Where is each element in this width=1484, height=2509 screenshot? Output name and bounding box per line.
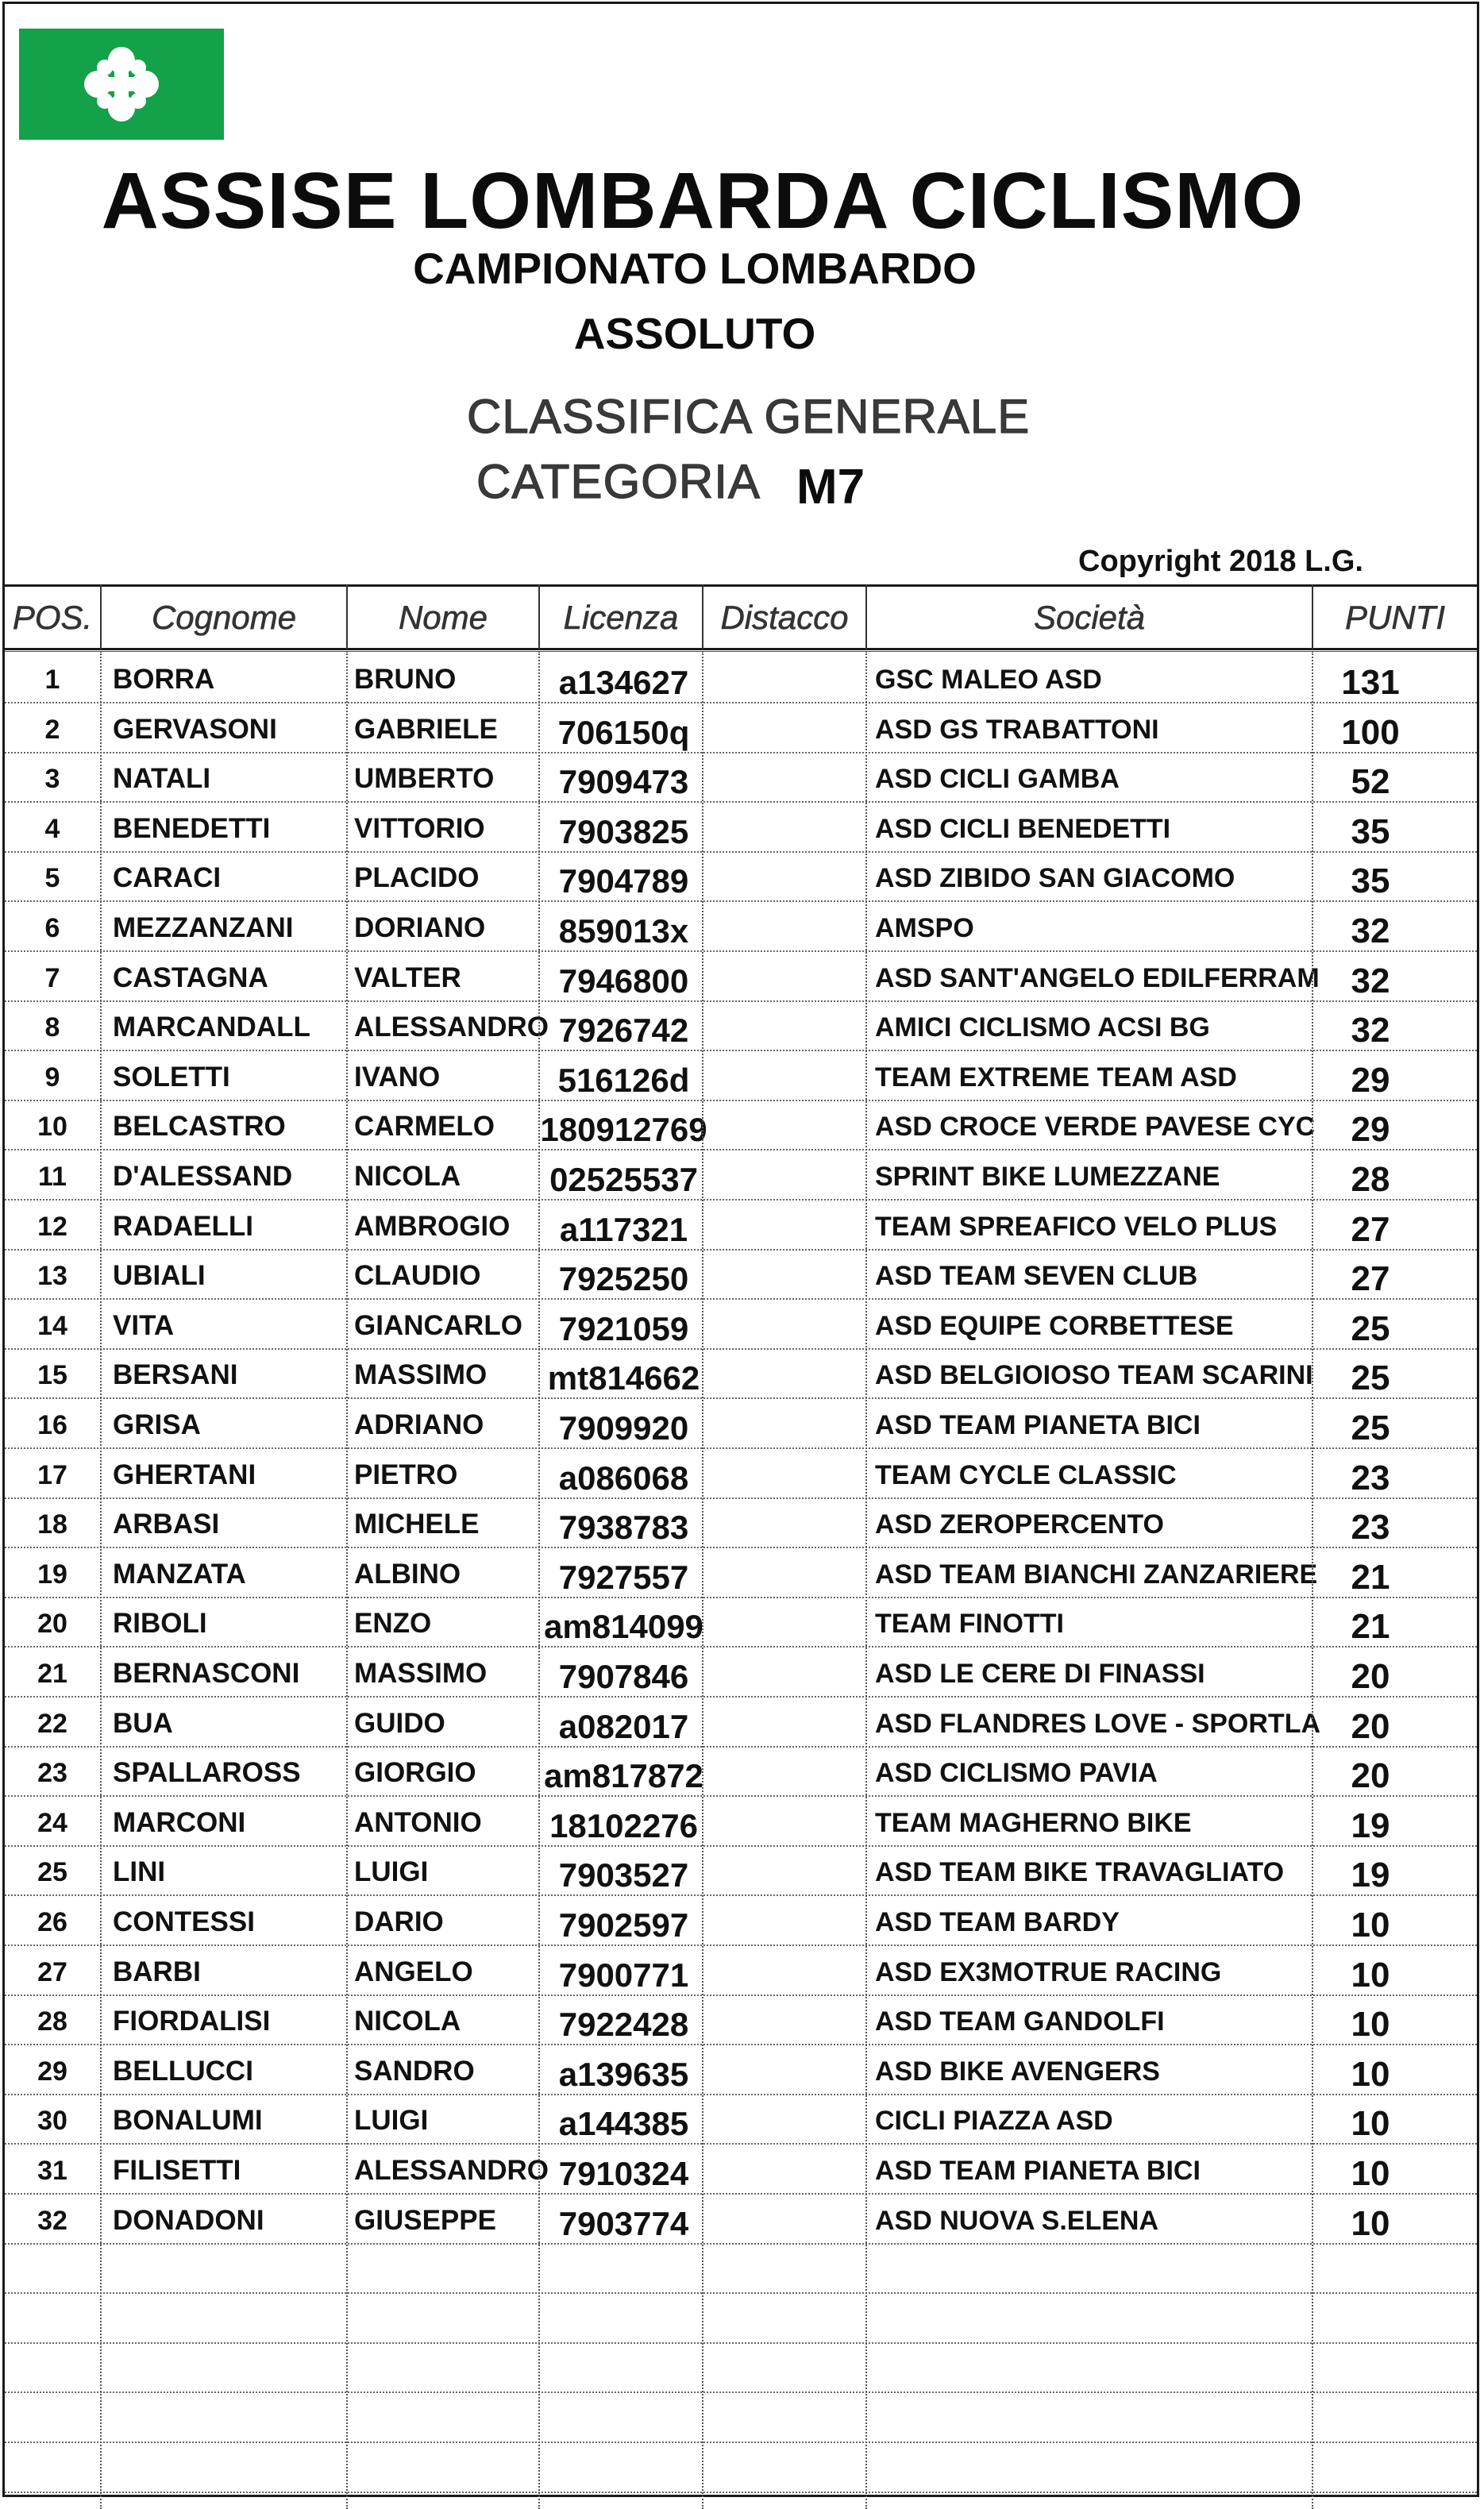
row-team: ASD TEAM PIANETA BICI xyxy=(875,2156,1201,2186)
row-first-name: NICOLA xyxy=(354,2006,461,2037)
table-row xyxy=(5,1549,1477,1598)
row-first-name: DORIANO xyxy=(354,912,486,943)
row-position: 7 xyxy=(44,962,60,993)
row-points: 52 xyxy=(1351,762,1390,802)
row-team: TEAM CYCLE CLASSIC xyxy=(875,1459,1177,1490)
table-row xyxy=(5,1002,1477,1051)
row-license: a086068 xyxy=(558,1459,689,1497)
row-surname: BERNASCONI xyxy=(113,1658,300,1689)
table-row xyxy=(5,704,1477,753)
row-team: AMSPO xyxy=(875,913,974,943)
empty-table-row xyxy=(5,2295,1477,2344)
column-separator xyxy=(346,584,348,649)
row-surname: RADAELLI xyxy=(113,1210,253,1242)
row-team: ASD TEAM SEVEN CLUB xyxy=(875,1261,1198,1292)
row-license: 7900771 xyxy=(558,1956,689,1994)
row-first-name: SANDRO xyxy=(354,2055,475,2087)
row-points: 29 xyxy=(1351,1060,1390,1100)
empty-table-row xyxy=(5,2394,1477,2443)
row-team: ASD EX3MOTRUE RACING xyxy=(875,1956,1222,1987)
row-points: 27 xyxy=(1351,1209,1390,1249)
row-position: 19 xyxy=(37,1559,67,1590)
table-row xyxy=(5,2095,1477,2145)
table-row xyxy=(5,1251,1477,1300)
copyright-text: Copyright 2018 L.G. xyxy=(1078,545,1363,578)
row-position: 11 xyxy=(38,1162,67,1192)
table-row xyxy=(5,1847,1477,1896)
row-points: 35 xyxy=(1351,811,1390,851)
row-first-name: VITTORIO xyxy=(354,812,485,844)
table-row xyxy=(5,1499,1477,1548)
row-position: 17 xyxy=(37,1459,67,1490)
row-position: 22 xyxy=(37,1708,67,1739)
row-team: ASD LE CERE DI FINASSI xyxy=(875,1659,1205,1689)
row-surname: FIORDALISI xyxy=(113,2006,271,2037)
assoluto-subtitle: ASSOLUTO xyxy=(573,309,816,358)
table-row xyxy=(5,1101,1477,1150)
row-position: 5 xyxy=(44,863,60,894)
row-surname: CASTAGNA xyxy=(113,962,268,993)
table-row xyxy=(5,1748,1477,1797)
row-position: 32 xyxy=(37,2205,67,2236)
row-points: 20 xyxy=(1351,1657,1390,1696)
row-license: 7926742 xyxy=(558,1012,689,1050)
row-team: AMICI CICLISMO ACSI BG xyxy=(875,1012,1210,1043)
empty-table-row xyxy=(5,2245,1477,2294)
row-team: CICLI PIAZZA ASD xyxy=(875,2106,1113,2137)
row-position: 14 xyxy=(37,1310,67,1341)
row-position: 30 xyxy=(37,2106,67,2137)
row-first-name: GIANCARLO xyxy=(354,1309,522,1341)
column-separator-dotted xyxy=(865,651,867,2509)
row-first-name: IVANO xyxy=(354,1061,441,1093)
column-separator-dotted xyxy=(346,651,348,2509)
column-separator-dotted xyxy=(538,651,540,2509)
row-first-name: BRUNO xyxy=(354,664,457,695)
row-first-name: AMBROGIO xyxy=(354,1210,511,1242)
row-position: 6 xyxy=(44,913,60,943)
header-distacco: Distacco xyxy=(720,599,849,636)
row-position: 21 xyxy=(37,1659,67,1689)
page-title: ASSISE LOMBARDA CICLISMO xyxy=(101,156,1305,245)
row-points: 27 xyxy=(1351,1259,1390,1299)
row-points: 29 xyxy=(1351,1110,1390,1150)
row-points: 10 xyxy=(1351,2104,1390,2144)
header-nome: Nome xyxy=(398,599,488,636)
categoria-value: M7 xyxy=(796,460,865,515)
column-separator-dotted xyxy=(1312,651,1313,2509)
row-surname: GRISA xyxy=(113,1409,201,1440)
table-row xyxy=(5,953,1477,1002)
row-license: 7927557 xyxy=(558,1558,689,1596)
row-team: ASD CICLISMO PAVIA xyxy=(875,1758,1158,1789)
row-team: ASD NUOVA S.ELENA xyxy=(875,2205,1159,2236)
row-team: ASD EQUIPE CORBETTESE xyxy=(875,1310,1234,1341)
table-row xyxy=(5,2145,1477,2195)
row-position: 26 xyxy=(37,1907,67,1937)
column-separator xyxy=(702,584,703,649)
row-team: ASD GS TRABATTONI xyxy=(875,714,1159,745)
row-points: 21 xyxy=(1351,1607,1390,1647)
row-surname: DONADONI xyxy=(113,2204,264,2236)
row-position: 13 xyxy=(37,1261,67,1292)
header-pos: POS. xyxy=(12,599,93,636)
table-row xyxy=(5,1350,1477,1399)
table-row xyxy=(5,1798,1477,1847)
table-row xyxy=(5,1947,1477,1996)
row-points: 23 xyxy=(1351,1458,1390,1497)
row-first-name: GIORGIO xyxy=(354,1757,476,1789)
row-license: 7903527 xyxy=(558,1856,689,1894)
row-first-name: GABRIELE xyxy=(354,713,498,745)
table-row xyxy=(5,1052,1477,1101)
table-row xyxy=(5,1698,1477,1748)
row-team: ASD TEAM BIKE TRAVAGLIATO xyxy=(875,1857,1285,1888)
table-row xyxy=(5,804,1477,853)
row-surname: MARCONI xyxy=(113,1806,246,1838)
row-surname: MARCANDALL xyxy=(113,1012,310,1043)
row-first-name: ANGELO xyxy=(354,1956,473,1987)
row-first-name: PIETRO xyxy=(354,1459,458,1490)
row-position: 12 xyxy=(37,1211,67,1242)
row-license: a134627 xyxy=(558,664,689,701)
row-team: TEAM EXTREME TEAM ASD xyxy=(875,1062,1237,1093)
row-points: 32 xyxy=(1351,961,1390,1000)
row-points: 25 xyxy=(1351,1359,1390,1398)
row-position: 24 xyxy=(37,1807,67,1838)
row-surname: D'ALESSAND xyxy=(113,1161,293,1192)
table-row xyxy=(5,853,1477,902)
row-position: 4 xyxy=(44,813,60,844)
table-row xyxy=(5,1450,1477,1499)
row-points: 35 xyxy=(1351,861,1390,901)
row-surname: VITA xyxy=(113,1309,175,1341)
row-position: 10 xyxy=(37,1112,67,1143)
row-surname: GERVASONI xyxy=(113,713,277,745)
row-points: 32 xyxy=(1351,1011,1390,1050)
row-first-name: CARMELO xyxy=(354,1111,495,1143)
row-surname: BELCASTRO xyxy=(113,1111,286,1143)
row-license: 516126d xyxy=(557,1061,690,1099)
row-team: ASD TEAM GANDOLFI xyxy=(875,2006,1165,2037)
row-surname: GHERTANI xyxy=(113,1459,256,1490)
categoria-label: CATEGORIA xyxy=(476,455,761,508)
row-license: 180912769 xyxy=(540,1111,707,1149)
table-row xyxy=(5,1151,1477,1201)
row-surname: BARBI xyxy=(113,1956,201,1987)
row-license: 7902597 xyxy=(558,1906,689,1944)
row-license: 7904789 xyxy=(558,862,689,900)
row-first-name: VALTER xyxy=(354,962,461,993)
row-surname: NATALI xyxy=(113,763,211,795)
row-points: 10 xyxy=(1351,2154,1390,2193)
table-header-row xyxy=(5,587,1477,648)
row-team: ASD CICLI BENEDETTI xyxy=(875,813,1171,844)
column-separator xyxy=(1312,584,1313,649)
row-points: 19 xyxy=(1351,1806,1390,1845)
row-position: 16 xyxy=(37,1410,67,1440)
row-first-name: ADRIANO xyxy=(354,1409,484,1440)
row-license: am814099 xyxy=(544,1608,703,1646)
table-row xyxy=(5,903,1477,952)
header-bottom-border xyxy=(5,648,1477,650)
row-position: 3 xyxy=(44,764,60,795)
row-points: 20 xyxy=(1351,1756,1390,1796)
row-license: a144385 xyxy=(558,2105,689,2143)
row-first-name: CLAUDIO xyxy=(354,1260,481,1292)
row-points: 100 xyxy=(1341,712,1400,752)
row-position: 31 xyxy=(37,2156,67,2186)
row-points: 25 xyxy=(1351,1409,1390,1447)
table-row xyxy=(5,1897,1477,1946)
row-first-name: MICHELE xyxy=(354,1509,480,1540)
row-points: 19 xyxy=(1351,1856,1390,1895)
row-first-name: LUIGI xyxy=(354,2105,429,2137)
row-position: 28 xyxy=(37,2006,67,2037)
row-first-name: ALESSANDRO xyxy=(354,1012,549,1043)
row-surname: BORRA xyxy=(113,664,215,695)
row-position: 1 xyxy=(44,665,60,695)
row-team: ASD CROCE VERDE PAVESE CYC xyxy=(875,1112,1316,1143)
classifica-heading: CLASSIFICA GENERALE xyxy=(467,390,1031,443)
row-first-name: GIUSEPPE xyxy=(354,2204,496,2236)
row-first-name: UMBERTO xyxy=(354,763,495,795)
row-license: 7903774 xyxy=(558,2204,689,2242)
row-license: 859013x xyxy=(558,912,689,950)
row-first-name: DARIO xyxy=(354,1906,444,1937)
row-surname: BERSANI xyxy=(113,1359,238,1391)
table-row xyxy=(5,1598,1477,1648)
row-license: 7922428 xyxy=(558,2006,689,2044)
row-first-name: ANTONIO xyxy=(354,1806,482,1838)
row-license: 7909920 xyxy=(558,1409,689,1447)
row-surname: SOLETTI xyxy=(113,1061,230,1093)
row-team: ASD TEAM BARDY xyxy=(875,1907,1120,1937)
table-row xyxy=(5,753,1477,803)
row-points: 10 xyxy=(1351,1906,1390,1944)
row-points: 20 xyxy=(1351,1706,1390,1746)
row-team: ASD ZEROPERCENTO xyxy=(875,1509,1164,1540)
row-position: 18 xyxy=(37,1509,67,1540)
row-position: 20 xyxy=(37,1609,67,1640)
row-position: 15 xyxy=(37,1360,67,1391)
row-team: ASD SANT'ANGELO EDILFERRAM xyxy=(875,962,1320,993)
row-surname: BUA xyxy=(113,1707,173,1739)
row-license: 7909473 xyxy=(558,763,689,801)
row-first-name: NICOLA xyxy=(354,1161,461,1192)
row-license: 7910324 xyxy=(558,2155,689,2192)
row-team: ASD ZIBIDO SAN GIACOMO xyxy=(875,863,1235,894)
row-surname: SPALLAROSS xyxy=(113,1757,301,1789)
row-team: SPRINT BIKE LUMEZZANE xyxy=(875,1162,1220,1192)
row-points: 10 xyxy=(1351,2054,1390,2094)
row-team: ASD TEAM BIANCHI ZANZARIERE xyxy=(875,1559,1318,1590)
table-row xyxy=(5,1648,1477,1698)
row-first-name: LUIGI xyxy=(354,1856,429,1888)
row-surname: UBIALI xyxy=(113,1260,206,1292)
row-license: am817872 xyxy=(544,1757,703,1795)
row-team: ASD BIKE AVENGERS xyxy=(875,2056,1160,2087)
table-row xyxy=(5,1400,1477,1449)
row-points: 21 xyxy=(1351,1557,1390,1597)
header-societa: Società xyxy=(1033,599,1146,636)
header-cognome: Cognome xyxy=(151,599,297,636)
championship-subtitle: CAMPIONATO LOMBARDO xyxy=(413,244,977,293)
empty-table-row xyxy=(5,2344,1477,2393)
row-first-name: ENZO xyxy=(354,1608,432,1640)
row-license: a117321 xyxy=(559,1210,688,1248)
row-team: TEAM FINOTTI xyxy=(875,1609,1064,1640)
row-first-name: GUIDO xyxy=(354,1707,445,1739)
row-position: 27 xyxy=(37,1956,67,1987)
column-separator xyxy=(538,584,540,649)
row-first-name: MASSIMO xyxy=(354,1359,488,1391)
row-license: 7921059 xyxy=(558,1309,689,1347)
row-surname: CONTESSI xyxy=(113,1906,255,1937)
row-points: 28 xyxy=(1351,1160,1390,1199)
row-position: 9 xyxy=(44,1062,60,1093)
lombardia-rose-logo xyxy=(19,29,224,140)
row-team: TEAM SPREAFICO VELO PLUS xyxy=(875,1211,1278,1242)
row-license: 7925250 xyxy=(558,1260,689,1298)
row-position: 23 xyxy=(37,1758,67,1789)
empty-table-row xyxy=(5,2444,1477,2493)
row-points: 25 xyxy=(1351,1308,1390,1348)
row-position: 29 xyxy=(37,2056,67,2087)
row-team: ASD BELGIOIOSO TEAM SCARINI xyxy=(875,1360,1313,1391)
column-separator xyxy=(865,584,867,649)
row-surname: MEZZANZANI xyxy=(113,912,294,943)
row-team: TEAM MAGHERNO BIKE xyxy=(875,1807,1192,1838)
row-points: 23 xyxy=(1351,1508,1390,1547)
row-surname: CARACI xyxy=(113,862,222,894)
row-points: 10 xyxy=(1351,2005,1390,2045)
row-license: mt814662 xyxy=(547,1359,700,1397)
row-surname: FILISETTI xyxy=(113,2155,241,2186)
table-row xyxy=(5,2046,1477,2095)
row-license: 7903825 xyxy=(558,812,689,850)
row-license: 7938783 xyxy=(558,1509,689,1547)
header-bottom-border-2 xyxy=(5,651,1477,652)
row-first-name: ALBINO xyxy=(354,1558,461,1590)
row-team: ASD FLANDRES LOVE - SPORTLA xyxy=(875,1708,1321,1739)
row-position: 8 xyxy=(44,1012,60,1043)
row-license: 02525537 xyxy=(549,1161,698,1198)
header-licenza: Licenza xyxy=(563,599,679,636)
row-surname: BENEDETTI xyxy=(113,812,271,844)
row-first-name: ALESSANDRO xyxy=(354,2155,549,2186)
row-position: 2 xyxy=(44,714,60,745)
row-license: 706150q xyxy=(557,713,690,751)
row-license: 7907846 xyxy=(558,1658,689,1695)
column-separator-dotted xyxy=(100,651,102,2509)
table-row xyxy=(5,1301,1477,1350)
table-row xyxy=(5,1996,1477,2045)
table-row xyxy=(5,654,1477,703)
row-position: 25 xyxy=(37,1857,67,1888)
row-surname: MANZATA xyxy=(113,1558,246,1590)
row-first-name: MASSIMO xyxy=(354,1658,488,1689)
row-points: 131 xyxy=(1341,663,1400,702)
row-surname: RIBOLI xyxy=(113,1608,207,1640)
table-row xyxy=(5,2195,1477,2245)
row-surname: BELLUCCI xyxy=(113,2055,253,2087)
row-points: 10 xyxy=(1351,2203,1390,2243)
column-separator-dotted xyxy=(702,651,703,2509)
row-points: 10 xyxy=(1351,1955,1390,1994)
row-surname: ARBASI xyxy=(113,1509,220,1540)
row-license: 18102276 xyxy=(549,1806,698,1844)
row-license: 7946800 xyxy=(558,962,689,1000)
row-team: ASD CICLI GAMBA xyxy=(875,764,1120,795)
table-row xyxy=(5,1201,1477,1251)
row-surname: BONALUMI xyxy=(113,2105,263,2137)
header-punti: PUNTI xyxy=(1345,599,1445,636)
column-separator xyxy=(100,584,102,649)
row-team: ASD TEAM PIANETA BICI xyxy=(875,1410,1201,1440)
row-first-name: PLACIDO xyxy=(354,862,480,894)
row-points: 32 xyxy=(1351,911,1390,950)
row-license: a082017 xyxy=(558,1707,689,1745)
row-team: GSC MALEO ASD xyxy=(875,665,1102,695)
row-license: a139635 xyxy=(558,2055,689,2093)
lombardia-rose-icon xyxy=(19,29,224,140)
row-surname: LINI xyxy=(113,1856,166,1888)
